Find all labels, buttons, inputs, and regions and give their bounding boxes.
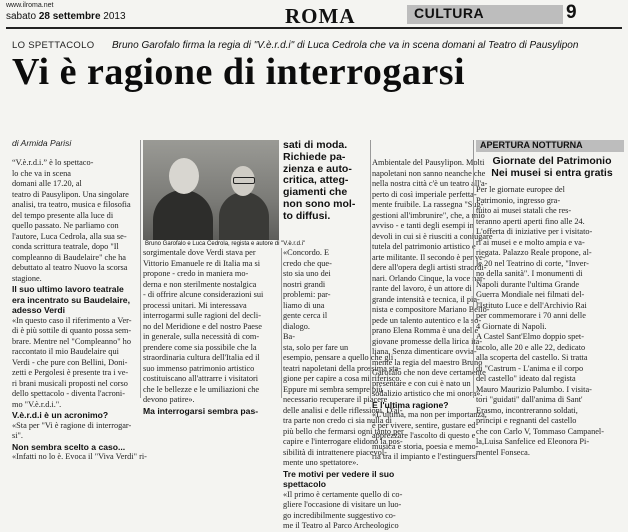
text-line: Guerra Mondiale nei filmati del- [476, 290, 585, 299]
text-line: Garofalo che non deve certamente [372, 368, 486, 377]
pull-quote-line: giamenti che [283, 186, 348, 199]
text-line: Napoli durante l'ultima Grande [476, 279, 580, 289]
text-line: Non sembra scelto a caso... [12, 441, 126, 452]
photo-person-right [219, 192, 269, 240]
text-line: teatri napoletani della prossima sta- [283, 363, 401, 373]
masthead-rule [6, 27, 622, 29]
text-line: di "Castrum - L'anima e il corpo [476, 363, 584, 373]
text-line: raccontato il mio Baudelaire qui [12, 347, 119, 356]
column-divider [370, 140, 371, 398]
text-line: napoletani non sanno neanche che [372, 168, 486, 178]
text-line: sorgimentale dove Verdi stava per [143, 248, 256, 257]
text-line: apprezzare l'ascolto di questo e [372, 431, 476, 440]
photo-glasses [233, 177, 255, 184]
text-line: mente fruibile. La rassegna "Sug- [372, 200, 484, 209]
text-line: rante del lavoro, è un attore di [372, 284, 472, 293]
text-line: era incentrato su Baudelaire, [12, 294, 130, 305]
text-line: avviso - e tanti degli esempi in [372, 221, 474, 230]
text-line: go incredibilmente suggestivo co- [283, 510, 396, 520]
text-line: liamo di una [283, 300, 325, 310]
text-line: si". [12, 431, 23, 440]
text-line: problemi: par- [283, 290, 331, 299]
text-line: nari. Orlando Cinque, la voce nar- [372, 273, 486, 283]
text-line: arte militante. Il secondo è per ve- [372, 252, 486, 262]
text-line: nostri grandi [283, 279, 326, 289]
article-column-4 [372, 158, 493, 461]
text-line: derna e non sterilmente nostalgica [143, 279, 257, 289]
text-line: 4 Giornate di Napoli. [476, 321, 547, 331]
text-line: interrogarmi sulle ragioni del decli- [143, 311, 261, 320]
text-line: devono patire». [143, 395, 195, 404]
section-label: CULTURA [414, 5, 485, 21]
text-line: stagione. [12, 273, 42, 283]
text-line: mente uno spettatore». [283, 458, 359, 467]
text-line: brare. Mentre nel "Compleanno" ho [12, 336, 131, 346]
text-line: no della sanità". I monumenti di [476, 269, 583, 278]
pull-quote-line: zienza e auto- [283, 162, 352, 175]
text-line: tacolo, alle 20 e alle 22, dedicato [476, 342, 586, 352]
column-divider [473, 140, 474, 398]
text-line: Il suo ultimo lavoro teatrale [12, 284, 124, 294]
photo-person-left-head [169, 158, 199, 194]
text-line: teranno aperti aperti fino alle 24. [476, 216, 585, 226]
text-line: musica e storia, poesia e memo- [372, 441, 479, 451]
text-line: gliere l'occasione di visitare un luo- [283, 500, 402, 509]
column-divider [281, 248, 282, 398]
text-line: costituiscano all'attrarre i visitatori [143, 374, 259, 383]
text-line: processi unitari. Mi interessava [143, 300, 247, 310]
text-line: ri brani musicali proposti nel corso [12, 378, 128, 388]
text-line: Erasmo, incontreranno soldati, [476, 405, 578, 415]
text-line: in generale, sulla necessità di com- [143, 332, 260, 341]
text-line: del castello" ideato dal regista [476, 374, 576, 383]
text-line: “V.è.r.d.i.” è lo spettaco- [12, 158, 94, 167]
text-line: capire e l'interrogare elidono la pos- [283, 437, 403, 446]
text-line: Tre motivi per vedere il suo [283, 468, 395, 479]
text-line: dialogo. [283, 321, 310, 331]
text-line: L'offerta di iniziative per i visitato- [476, 227, 593, 236]
text-line: mo "V.è.r.d.i.". [12, 399, 62, 409]
text-line: necessario recuperare il piacere [283, 395, 388, 404]
text-line: l'autore, Luca Cedrola, alla sua se- [12, 231, 127, 241]
text-line: analisi, tra teatro, musica e filosofia [12, 200, 131, 209]
text-line: del tempo presente alla luce di [12, 210, 114, 220]
text-line: presentare e con cui è nato un [372, 378, 471, 388]
text-line: l'Istituto Luce e dell'Archivio Rai [476, 300, 587, 310]
pull-quote-line: to diffusi. [283, 209, 331, 222]
text-line: giovane promesse della lirica ita- [372, 336, 483, 346]
text-line: gestioni all'imbrunire", che, a mio [372, 210, 485, 220]
text-line: sodalizio artistico che mi onora». [372, 389, 483, 398]
text-line: per commemorare i 70 anni delle [476, 311, 586, 320]
text-line: grande intensità e tecnica, il pia- [372, 294, 480, 304]
text-line: quello passato. Ne parliamo con [12, 221, 119, 230]
text-line: Verdi - che pure con Bellini, Doni- [12, 357, 128, 367]
article-column-1 [12, 158, 147, 461]
text-line: dello spettacolo - diventa l'acroni- [12, 389, 126, 398]
text-line: più bello che fermarsi ogni tanto per [283, 426, 404, 436]
text-line: credo che que- [283, 258, 332, 268]
text-line: no del Meridione e del nostro Paese [143, 321, 262, 331]
kicker-category: LO SPETTACOLO [12, 40, 95, 51]
text-line: Eppure mi sembra sempre più [283, 384, 383, 394]
pull-quote [283, 140, 369, 246]
text-line: Ba- [283, 332, 295, 341]
article-column-2 [143, 248, 279, 416]
text-line: riegata. Palazzo Reale propone, al- [476, 248, 592, 257]
text-line: compleanno di Baudelaire" che ha [12, 252, 126, 262]
text-line: mente la regia del maestro Bruno [372, 357, 483, 367]
pull-quote-line: critica, atteg- [283, 174, 349, 187]
text-line: che le bellezze e le umiliazioni che [143, 384, 260, 394]
text-line: principi e regnanti del castello [476, 416, 577, 425]
column-divider [140, 140, 141, 398]
text-line: straordinaria cultura dell'Italia ed il [143, 353, 260, 362]
text-line: pede un talento autentico e la so- [372, 315, 482, 325]
text-line: teatro di Pausylipon. Una singolare [12, 189, 129, 199]
text-line: conda scrittura teatrale, dopo "Il [12, 242, 119, 251]
text-line: V.è.r.d.i è un acronimo? [12, 410, 109, 420]
text-line: prano Elena Romma è una delle [372, 326, 479, 335]
text-line: Vittorio Emanuele re di Italia ma si [143, 258, 261, 268]
text-line: che con Carlo V, Tommaso Campanel- [476, 426, 604, 436]
text-line: mentel Fonseca. [476, 447, 530, 457]
text-line: nella nostra città c'è un teatro all'a- [372, 179, 488, 188]
text-line: domani alle 17.20, al [12, 179, 82, 188]
sidebar-body [476, 185, 624, 457]
kicker-text: Bruno Garofalo firma la regia di "V.è.r.d.i" di Luca Cedrola che va in scena domani al Teatro di Pausylipon [112, 40, 579, 51]
pull-quote-line: Richiede pa- [283, 150, 346, 163]
text-line: propone - credo in maniera mo- [143, 269, 249, 278]
site-url: www.ilroma.net [6, 2, 54, 9]
article-photo [143, 140, 279, 240]
text-line: tori "guidati" dall'anima di Sant' [476, 395, 583, 404]
text-line: lo che va in scena [12, 168, 71, 178]
text-line: perto di così imperiale perfetta- [372, 189, 477, 199]
text-line: delle analisi e delle riflessioni. D'al- [283, 405, 403, 415]
text-line: suo immenso patrimonio artistico [143, 363, 255, 373]
text-line: nista e compositore Mariano Bello- [372, 305, 490, 314]
text-line: liana. Senza dimenticare ovvia- [372, 347, 477, 356]
text-line: A Castel Sant'Elmo doppio spet- [476, 332, 584, 341]
text-line: dere all'opera degli artisti straordi- [372, 263, 487, 272]
text-line: gente cerca il [283, 311, 328, 320]
text-line: - di offrire alcune considerazioni sui [143, 290, 264, 299]
text-line: sto sia uno dei [283, 269, 331, 278]
text-line: spettacolo [283, 479, 326, 489]
text-line: tutela del patrimonio artistico e [372, 242, 476, 251]
text-line: «L'ultima, ma non per importanza, [372, 410, 487, 419]
text-line: è per vivere, sentire, gustare ed [372, 420, 476, 430]
text-line: sibilità di intrattenere piacevol- [283, 447, 387, 457]
text-line: Per le giornate europee del [476, 185, 565, 194]
text-line: «Sta per "Vi è ragione di interrogar- [12, 420, 132, 430]
text-line: tra parte non credo ci sia nulla di [283, 416, 392, 425]
page-number: 9 [566, 2, 577, 23]
text-line: le 20 nel Teatrino di corte, "Inver- [476, 258, 589, 268]
text-line: di è più sottile di quanto possa sem- [12, 326, 132, 335]
text-line: devoli in cui si è riusciti a coniugare [372, 231, 493, 241]
pull-quote-line: sati di moda. [283, 139, 348, 151]
sidebar-title-line-1: Giornate del Patrimonio [492, 155, 612, 167]
headline: Vi è ragione di interrogarsi [12, 51, 466, 93]
text-line: Ambientale del Pausylipon. Molti [372, 158, 485, 167]
issue-day: sabato [6, 11, 37, 22]
sidebar-title-line-2: Nei musei si entra gratis [491, 167, 613, 179]
text-line: Patrimonio, ingresso gra- [476, 195, 561, 205]
text-line: tuito ai musei statali che res- [476, 206, 572, 215]
sidebar-category: APERTURA NOTTURNA [480, 140, 583, 150]
text-line: «In questo caso il riferimento a Ver- [12, 315, 132, 325]
text-line: sta, solo per fare un [283, 342, 349, 352]
text-line: Mauro Maurizio Palumbo. I visita- [476, 384, 592, 394]
text-line: ri ai musei e e molto ampia e va- [476, 237, 585, 247]
issue-date-main: 28 settembre [38, 11, 101, 22]
text-line: la,Luisa Sanfelice ed Eleonora Pi- [476, 437, 590, 446]
byline: di Armida Parisi [12, 138, 72, 148]
sidebar-title [480, 155, 624, 179]
text-line: Ma interrogarsi sembra pas- [143, 405, 259, 416]
text-line: alla scoperta del castello. Si tratta [476, 353, 588, 362]
text-line: «Infatti no lo è. Evoca il "Viva Verdi" ri- [12, 452, 147, 461]
issue-date [6, 11, 126, 22]
text-line: me il Teatro al Parco Archeologico [283, 521, 399, 530]
text-line: zetti e Pergolesi è presente tra i ve- [12, 368, 129, 377]
text-line: prendere come sia possibile che la [143, 342, 257, 352]
text-line: ria tra il impianto e l'estinguersi [372, 452, 478, 461]
photo-caption: Bruno Garofalo e Luca Cedrola, regista e autore di "V.è.r.d.i" [145, 241, 306, 247]
text-line: «Concordo. E [283, 248, 330, 257]
text-line: gione per capire a cosa mi riferisco. [283, 374, 402, 383]
text-line: «Il primo è certamente quello di co- [283, 489, 403, 499]
issue-year: 2013 [103, 11, 126, 22]
text-line: esempio, pensare a quello che gli [283, 353, 394, 362]
text-line: adesso Verdi [12, 305, 66, 315]
pull-quote-line: non sono mol- [283, 197, 356, 210]
text-line: E l'ultima ragione? [372, 399, 449, 410]
article-column-3 [283, 248, 404, 530]
text-line: debuttato al teatro Nuovo la scorsa [12, 263, 128, 272]
newspaper-name: ROMA [285, 4, 356, 28]
